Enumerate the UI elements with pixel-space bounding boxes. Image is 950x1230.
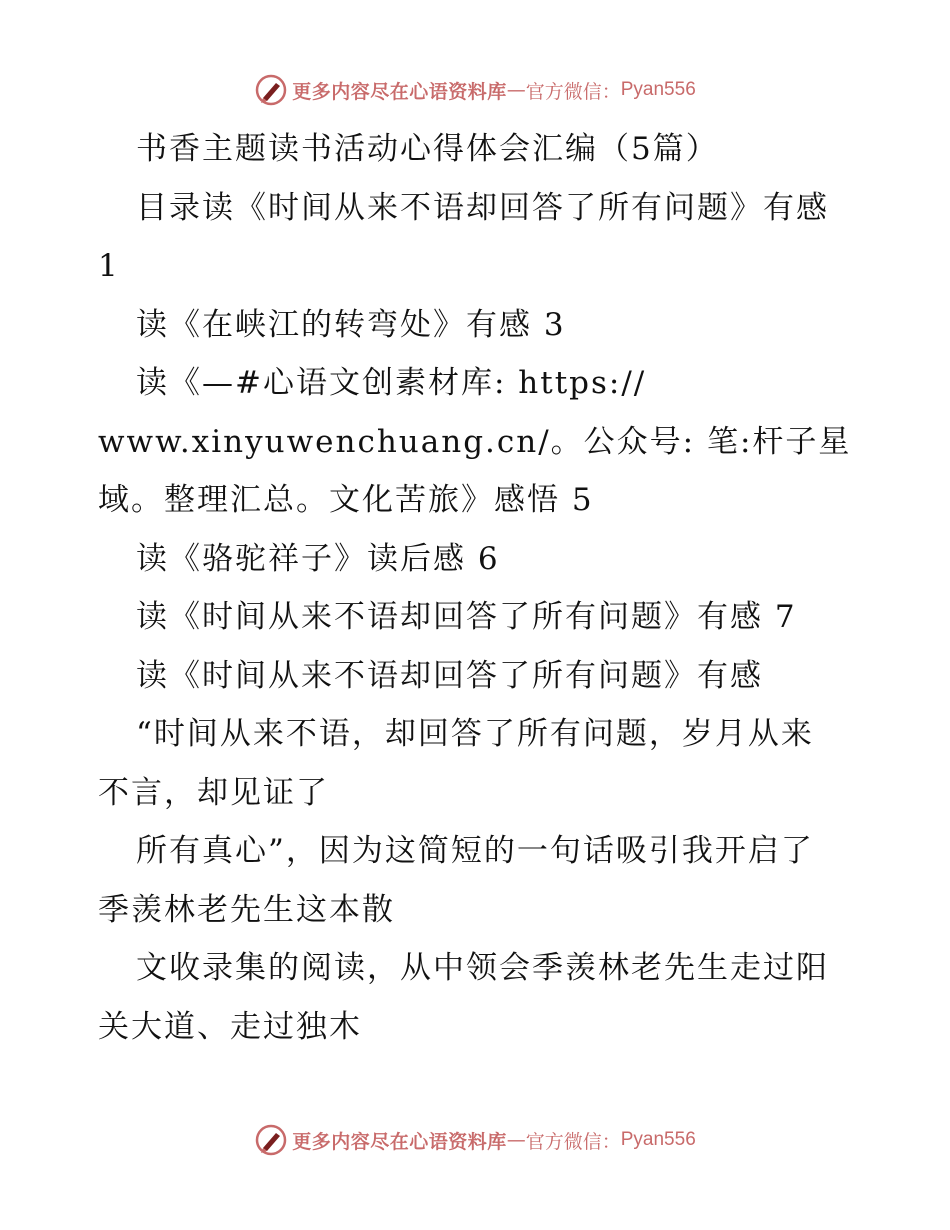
paragraph-line: 关大道、走过独木 <box>98 1008 362 1045</box>
banner-site-text: 更多内容尽在心语资料库 <box>292 80 507 103</box>
toc-entry-3-cont-1: www.xinyuwenchuang.cn/。公众号: 笔:杆子星 <box>98 423 852 460</box>
banner-site-text: 更多内容尽在心语资料库 <box>292 1130 507 1153</box>
banner-wechat-label: 官方微信： <box>525 1130 621 1153</box>
banner-separator: — <box>506 79 526 101</box>
toc-entry-5: 读《时间从来不语却回答了所有问题》有感 7 <box>136 599 797 635</box>
toc-entry-3: 读《—#心语文创素材库: https:// <box>136 365 647 401</box>
toc-entry-1: 目录读《时间从来不语却回答了所有问题》有感 <box>136 189 829 226</box>
banner-wechat-id: Pyan556 <box>620 1129 696 1150</box>
toc-entry-2: 读《在峡江的转弯处》有感 3 <box>136 306 566 343</box>
header-banner <box>0 70 950 110</box>
section-heading: 读《时间从来不语却回答了所有问题》有感 <box>136 657 763 694</box>
pen-circle-logo-icon <box>254 73 288 107</box>
paragraph-line: 文收录集的阅读，从中领会季羡林老先生走过阳 <box>136 950 829 986</box>
banner-wechat-label: 官方微信： <box>525 80 621 103</box>
paragraph-line: “时间从来不语，却回答了所有问题，岁月从来 <box>136 716 814 752</box>
toc-entry-4: 读《骆驼祥子》读后感 6 <box>136 540 500 577</box>
paragraph-line: 季羡林老先生这本散 <box>98 891 395 928</box>
paragraph-line: 所有真心”，因为这简短的一句话吸引我开启了 <box>136 833 814 869</box>
pen-circle-logo-icon <box>254 1123 288 1157</box>
toc-entry-3-cont-2: 域。整理汇总。文化苦旅》感悟 5 <box>98 482 594 518</box>
footer-banner <box>0 1120 950 1160</box>
document-body <box>98 120 858 1056</box>
paragraph-line: 不言，却见证了 <box>98 774 329 811</box>
toc-entry-1-page: 1 <box>98 248 120 284</box>
doc-title: 书香主题读书活动心得体会汇编（5篇） <box>136 131 719 167</box>
banner-separator: — <box>506 1129 526 1151</box>
banner-wechat-id: Pyan556 <box>620 79 696 100</box>
